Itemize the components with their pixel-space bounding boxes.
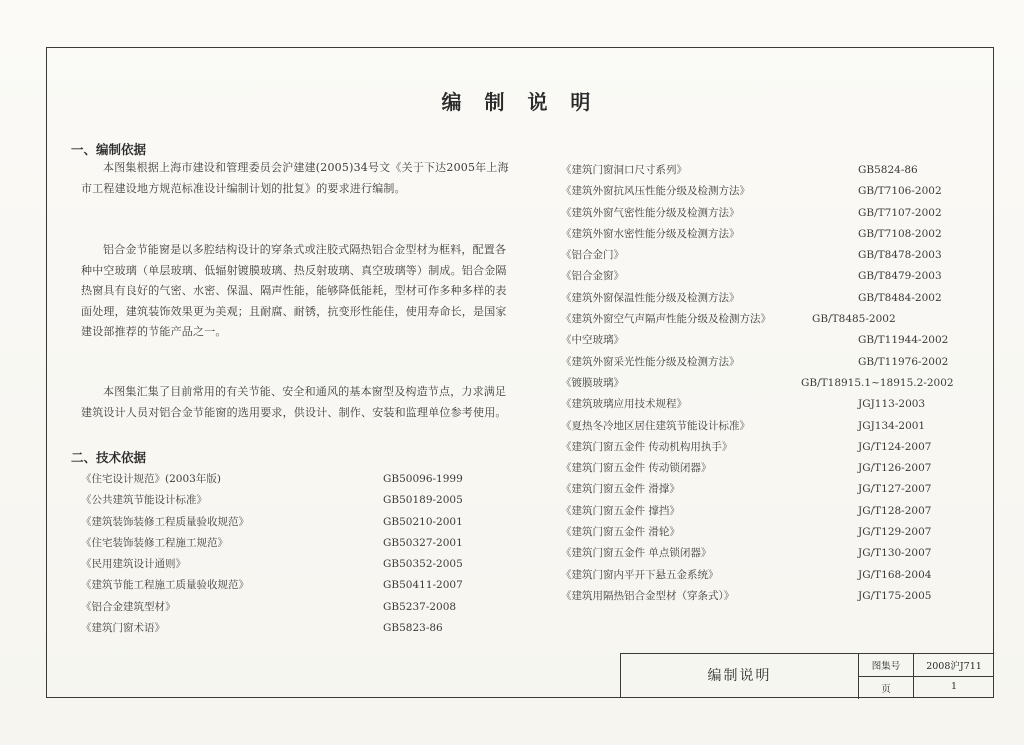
reference-item: [81, 618, 501, 639]
reference-item: [561, 330, 981, 351]
reference-item: [81, 490, 501, 511]
reference-code: GB5824-86: [858, 164, 918, 176]
reference-name: 《夏热冬冷地区居住建筑节能设计标准》: [561, 419, 750, 432]
reference-code: GB/T8478-2003: [858, 249, 942, 262]
reference-item: [561, 309, 981, 330]
reference-name: 《建筑门窗五金件 传动锁闭器》: [561, 462, 712, 475]
title-block-name: 编制说明: [621, 654, 859, 699]
reference-name: 《铝合金门》: [561, 249, 624, 262]
reference-code: JG/T127-2007: [858, 483, 932, 496]
reference-name: 《建筑门窗内平开下悬五金系统》: [561, 568, 719, 581]
paragraph-2: 铝合金节能窗是以多腔结构设计的穿条式或注胶式隔热铝合金型材为框料，配置各种中空玻璃（单层玻璃、低辐射镀膜玻璃、热反射玻璃、真空玻璃等）制成。铝合金隔热窗具有良好的气密、水密、保温、隔声性能，能够降低能耗，型材可作多种多样的表面处理，建筑装饰效果更为美观；且耐腐、耐锈，抗变形性能佳，使用寿命长，是国家建设部推荐的节能产品之一。: [81, 243, 507, 338]
reference-code: GB5823-86: [383, 622, 443, 635]
reference-item: [561, 479, 981, 500]
reference-code: JG/T128-2007: [858, 504, 932, 517]
reference-code: JG/T175-2005: [858, 589, 932, 602]
reference-code: GB/T8485-2002: [812, 313, 896, 326]
reference-item: [561, 437, 981, 458]
reference-code: JG/T130-2007: [858, 547, 932, 560]
reference-name: 《建筑门窗五金件 单点锁闭器》: [561, 547, 712, 560]
title-block-divider: [859, 676, 994, 677]
reference-item: [561, 373, 981, 394]
page-title: 编 制 说 明: [441, 90, 599, 114]
section-heading-basis: 一、编制依据: [71, 142, 147, 157]
reference-name: 《建筑用隔热铝合金型材（穿条式）》: [561, 589, 735, 602]
reference-code: GB50352-2005: [383, 558, 463, 571]
reference-code: JG/T126-2007: [858, 462, 932, 475]
reference-item: [81, 554, 501, 575]
reference-item: [81, 597, 501, 618]
reference-name: 《建筑外窗空气声隔声性能分级及检测方法》: [561, 313, 771, 326]
reference-name: 《公共建筑节能设计标准》: [81, 494, 207, 507]
reference-item: [561, 522, 981, 543]
reference-name: 《建筑节能工程施工质量验收规范》: [81, 579, 249, 592]
reference-name: 《建筑门窗术语》: [81, 622, 165, 635]
reference-code: GB50210-2001: [383, 515, 463, 528]
reference-item: [561, 394, 981, 415]
title-block: [620, 653, 994, 698]
reference-name: 《建筑门窗洞口尺寸系列》: [561, 164, 687, 176]
reference-code: JG/T124-2007: [858, 440, 932, 453]
reference-name: 《镀膜玻璃》: [561, 376, 624, 389]
right-reference-list: [561, 160, 981, 607]
reference-name: 《民用建筑设计通则》: [81, 558, 186, 571]
reference-item: [561, 565, 981, 586]
reference-item: [561, 160, 981, 181]
reference-code: GB/T8479-2003: [858, 270, 942, 283]
reference-code: JG/T168-2004: [858, 568, 932, 581]
reference-item: [561, 458, 981, 479]
reference-item: [561, 586, 981, 607]
reference-code: GB/T7108-2002: [858, 227, 942, 240]
reference-name: 《建筑外窗水密性能分级及检测方法》: [561, 227, 740, 240]
section-heading-technical: 二、技术依据: [71, 450, 147, 465]
reference-code: GB/T18915.1~18915.2-2002: [801, 376, 954, 389]
title-block-page-label: 页: [881, 684, 891, 695]
reference-item: [561, 288, 981, 309]
reference-code: GB50096-1999: [383, 473, 463, 485]
paragraph-3: 本图集汇集了目前常用的有关节能、安全和通风的基本窗型及构造节点，力求满足建筑设计人员对铝合金节能窗的选用要求，供设计、制作、安装和监理单位参考使用。: [81, 385, 507, 419]
reference-item: [561, 203, 981, 224]
reference-code: GB5237-2008: [383, 600, 457, 613]
reference-item: [561, 266, 981, 287]
reference-name: 《建筑门窗五金件 撑挡》: [561, 504, 680, 517]
reference-item: [561, 501, 981, 522]
reference-item: [81, 469, 501, 490]
reference-item: [81, 575, 501, 596]
reference-code: GB/T8484-2002: [858, 291, 942, 304]
title-block-atlas-label: 图集号: [871, 661, 901, 672]
reference-name: 《建筑外窗保温性能分级及检测方法》: [561, 291, 740, 304]
reference-code: GB50189-2005: [383, 494, 463, 507]
reference-item: [561, 245, 981, 266]
reference-item: [561, 224, 981, 245]
reference-code: GB50327-2001: [383, 536, 463, 549]
reference-name: 《建筑装饰装修工程质量验收规范》: [81, 515, 249, 528]
reference-item: [561, 416, 981, 437]
reference-code: GB/T7106-2002: [858, 185, 942, 198]
paragraph-1: 本图集根据上海市建设和管理委员会沪建建(2005)34号文《关于下达2005年上海市工程建设地方规范标准设计编制计划的批复》的要求进行编制。: [81, 161, 509, 195]
reference-name: 《中空玻璃》: [561, 334, 624, 347]
reference-item: [561, 181, 981, 202]
reference-name: 《铝合金窗》: [561, 270, 624, 283]
reference-item: [81, 512, 501, 533]
reference-name: 《建筑外窗采光性能分级及检测方法》: [561, 355, 740, 368]
reference-name: 《建筑门窗五金件 滑轮》: [561, 526, 680, 539]
reference-code: JGJ134-2001: [858, 419, 926, 432]
drawing-frame: [46, 47, 994, 698]
reference-item: [561, 352, 981, 373]
reference-name: 《建筑玻璃应用技术规程》: [561, 398, 687, 411]
reference-name: 《建筑外窗抗风压性能分级及检测方法》: [561, 185, 750, 198]
reference-code: GB/T7107-2002: [858, 206, 942, 219]
reference-name: 《铝合金建筑型材》: [81, 600, 176, 613]
reference-code: GB/T11976-2002: [858, 355, 949, 368]
reference-name: 《建筑门窗五金件 滑撑》: [561, 483, 680, 496]
reference-name: 《建筑门窗五金件 传动机构用执手》: [561, 440, 733, 453]
title-block-atlas-number: 2008沪J711: [926, 661, 982, 672]
reference-code: GB50411-2007: [383, 579, 463, 592]
reference-code: GB/T11944-2002: [858, 334, 949, 347]
reference-code: JGJ113-2003: [858, 398, 926, 411]
reference-name: 《住宅设计规范》(2003年版): [81, 473, 221, 485]
reference-item: [561, 543, 981, 564]
reference-name: 《住宅装饰装修工程施工规范》: [81, 536, 228, 549]
left-reference-list: [81, 469, 501, 639]
reference-item: [81, 533, 501, 554]
reference-name: 《建筑外窗气密性能分级及检测方法》: [561, 206, 740, 219]
reference-code: JG/T129-2007: [858, 526, 932, 539]
title-block-page-number: 1: [950, 681, 958, 692]
